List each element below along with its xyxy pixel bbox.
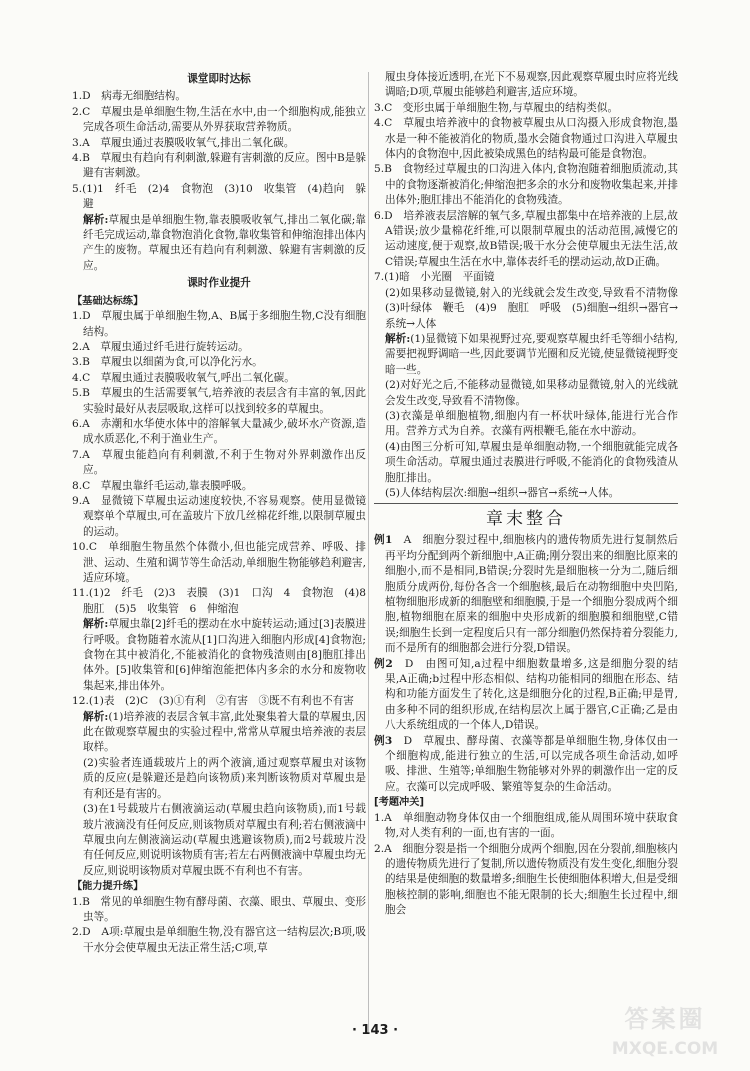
explanation-paragraph: 解析:草履虫是单细胞生物,靠表膜吸收氧气,排出二氧化碳;靠纤毛完成运动,靠食物泡消化食物,靠收集管和伸缩泡排出体内产生的废物。草履虫还有趋向有利刺激、躲避有害刺激的反应。 [83, 213, 366, 272]
answer-item: 4.B 草履虫有趋向有利刺激,躲避有害刺激的反应。图中B是躲避有害刺激。 [72, 152, 366, 180]
section-rule [374, 503, 678, 504]
answer-item: 2.C 草履虫是单细胞生物,生活在水中,由一个细胞构成,能独立完成各项生命活动,需要从外界获取营养物质。 [72, 105, 366, 134]
answer-continuation: 履虫身体接近透明,在光下不易观察,因此观察草履虫时应将光线调暗;D项,草履虫能够趋利避害,适应环境。 [385, 71, 678, 99]
answer-item: 5.(1)1 纤毛 (2)4 食物泡 (3)10 收集管 (4)趋向 躲避 [72, 182, 366, 211]
subsection-heading: 【基础达标练】 [72, 295, 144, 307]
answer-item: 10.C 单细胞生物虽然个体微小,但也能完成营养、呼吸、排泄、运动、生殖和调节等生命活动,单细胞生物能够趋利避害,适应环境。 [72, 541, 366, 584]
answer-item: 7.A 草履虫能趋向有利刺激,不利于生物对外界刺激作出反应。 [72, 448, 366, 477]
answer-continuation: (2)如果移动显微镜,射入的光线就会发生改变,导致看不清物像 (3)叶绿体 鞭毛 (4)9 胞肛 呼吸 (5)细胞→组织→器官→系统→人体 [385, 286, 689, 330]
answer-item: 1.D 草履虫属于单细胞生物,A、B属于多细胞生物,C没有细胞结构。 [72, 310, 366, 338]
right-column [374, 70, 689, 919]
answer-continuation: (3)在1号载玻片右侧液滴运动(草履虫趋向该物质),而1号载玻片液滴没有任何反应,则该物质对草履虫有利;若右侧液滴中草履虫向左侧液滴运动(草履虫逃避该物质),而2号载玻片没有任何反应,则说明该物质有害;若左右两侧液滴中草履虫均无反应,则说明该物质对草履虫既不有利也不有害。 [83, 803, 366, 877]
watermark-logo [608, 1005, 722, 1064]
answer-item: 1.D 病毒无细胞结构。 [72, 90, 186, 103]
answer-item: 4.C 草履虫培养液中的食物被草履虫从口沟摄入形成食物泡,墨水是一种不能被消化的物质,墨水会随食物通过口沟进入草履虫体内的食物泡中,因此被染成黑色的结构最可能是食物泡。 [374, 117, 678, 161]
example-item: 例1 A 细胞分裂过程中,细胞核内的遗传物质先进行复制然后再平均分配到两个新细胞中,A正确;刚分裂出来的细胞比原来的细胞小,而不是相同,B错误;分裂时先是细胞核一分为二,随后细胞质分成两份,每份各含一个细胞核,最后在动物细胞中央凹陷,植物细胞形成新的细胞壁和细胞膜,于是一个细胞分裂成两个细胞,植物细胞在原来的细胞中央形成新的细胞膜和细胞壁,C错误;细胞生长到一定程度后只有一部分细胞仍然保持着分裂能力,而不是所有的细胞都会进行分裂,D错误。 [374, 534, 678, 655]
answer-item: 7.(1)暗 小光圈 平面镜 [374, 271, 495, 284]
answer-continuation: (2)实验者连通载玻片上的两个液滴,通过观察草履虫对该物质的反应(是躲避还是趋向该物质)来判断该物质对草履虫是有利还是有害的。 [83, 756, 366, 800]
subsection-heading: 【能力提升练】 [72, 881, 144, 893]
answer-continuation: (2)对好光之后,不能移动显微镜,如果移动显微镜,射入的光线就会发生改变,导致看不清物像。 [385, 379, 678, 407]
answer-item: 5.B 草履虫的生活需要氧气,培养液的表层含有丰富的氧,因此实验时最好从表层吸取,这样可以找到较多的草履虫。 [72, 387, 366, 415]
subsection-heading: [考题冲关] [374, 797, 425, 809]
explanation-paragraph: 解析:(1)显微镜下如果视野过亮,要观察草履虫纤毛等细小结构,需要把视野调暗一些,因此要调节光圈和反光镜,使显微镜视野变暗一些。 [385, 332, 678, 376]
answer-item: 8.C 草履虫靠纤毛运动,靠表膜呼吸。 [72, 479, 253, 492]
example-item: 例2 D 由图可知,a过程中细胞数量增多,这是细胞分裂的结果,A正确;b过程中形态相似、结构功能相同的细胞在形态、结构和功能方面发生了转化,这是细胞分化的过程,B正确;甲是胃,由多种不同的组织形成,在结构层次上属于器官,C正确;乙是由八大系统组成的一个体人,D错误。 [374, 657, 679, 732]
section-title: 课堂即时达标 [187, 73, 251, 85]
answer-item: 3.B 草履虫以细菌为食,可以净化污水。 [72, 356, 263, 369]
answer-item: 5.B 食物经过草履虫的口沟进入体内,食物泡随着细胞质流动,其中的食物逐渐被消化;伸缩泡把多余的水分和废物收集起来,并排出体外;胞肛排出不能消化的食物残渣。 [374, 163, 678, 207]
page-number: · 143 · [351, 1023, 399, 1038]
answer-item: 2.D A项:草履虫是单细胞生物,没有器官这一结构层次;B项,吸干水分会使草履虫无法正常生活;C项,草 [72, 926, 366, 954]
answer-item: 11.(1)2 纤毛 (2)3 表膜 (3)1 口沟 4 食物泡 (4)8 胞肛 (5)5 收集管 6 伸缩泡 [72, 587, 377, 615]
answer-continuation: (4)由图三分析可知,草履虫是单细胞动物,一个细胞就能完成各项生命活动。草履虫通过表膜进行呼吸,不能消化的食物残渣从胞肛排出。 [385, 440, 678, 484]
answer-continuation: (5)人体结构层次:细胞→组织→器官→系统→人体。 [385, 486, 620, 499]
column-divider [368, 72, 369, 1032]
explanation-paragraph: 解析:草履虫靠[2]纤毛的摆动在水中旋转运动;通过[3]表膜进行呼吸。食物随着水流从[1]口沟进入细胞内形成[4]食物泡;食物在其中被消化,不能被消化的食物残渣则由[8]胞肛排出体外。[5]收集管和[6]伸缩泡能把体内多余的水分和废物收集起来,排出体外。 [83, 618, 366, 692]
chapter-heading: 章末整合 [486, 509, 566, 530]
answer-item: 1.B 常见的单细胞生物有酵母菌、衣藻、眼虫、草履虫、变形虫等。 [72, 895, 366, 923]
section-title: 课时作业提升 [187, 277, 251, 290]
answer-item: 3.C 变形虫属于单细胞生物,与草履虫的结构类似。 [374, 101, 619, 114]
answer-item: 3.A 草履虫通过表膜吸收氧气,排出二氧化碳。 [72, 136, 295, 149]
answer-item: 2.A 草履虫通过纤毛进行旋转运动。 [72, 340, 249, 353]
watermark-url: MXQE.COM [611, 1039, 719, 1059]
answer-item: 12.(1)表 (2)C (3)①有利 ②有害 ③既不有利也不有害 [72, 695, 354, 708]
answer-item: 1.A 单细胞动物身体仅由一个细胞组成,能从周围环境中获取食物,对人类有利的一面,也有害的一面。 [374, 811, 678, 840]
answer-item: 9.A 显微镜下草履虫运动速度较快,不容易观察。使用显微镜观察单个草履虫,可在盖玻片下放几丝棉花纤维,以限制草履虫的运动。 [72, 494, 366, 538]
answer-item: 6.A 赤潮和水华使水体中的溶解氧大量减少,破坏水产资源,造成水质恶化,不利于渔业生产。 [72, 417, 366, 446]
answer-item: 4.C 草履虫通过表膜吸收氧气,呼出二氧化碳。 [72, 371, 295, 384]
answer-item: 6.D 培养液表层溶解的氧气多,草履虫都集中在培养液的上层,故A错误;放少量棉花纤维,可以限制草履虫的活动范围,减慢它的运动速度,便于观察,故B错误;吸干水分会使草履虫无法生活,故C错误;草履虫生活在水中,靠体表纤毛的摆动运动,故D正确。 [374, 209, 678, 268]
left-column [72, 70, 377, 956]
answer-item: 2.A 细胞分裂是指一个细胞分成两个细胞,因在分裂前,细胞核内的遗传物质先进行了复制,所以遗传物质没有发生变化,细胞分裂的结果是使细胞的数量增多;细胞生长使细胞体积增大,但是受细胞核控制的影响,细胞也不能无限制的长大;细胞生长过程中,细胞会 [374, 842, 678, 917]
example-item: 例3 D 草履虫、酵母菌、衣藻等都是单细胞生物,身体仅由一个细胞构成,能进行独立的生活,可以完成各项生命活动,如呼吸、排泄、生殖等;单细胞生物能够对外界的刺激作出一定的反应。衣藻可以完成呼吸、繁殖等复杂的生命活动。 [374, 734, 679, 793]
answer-continuation: (3)衣藻是单细胞植物,细胞内有一杯状叶绿体,能进行光合作用。营养方式为自养。衣藻有两根鞭毛,能在水中游动。 [385, 409, 678, 438]
explanation-paragraph: 解析:(1)培养液的表层含氧丰富,此处聚集着大量的草履虫,因此在做观察草履虫的实验过程中,常常从草履虫培养液的表层取样。 [83, 710, 366, 754]
watermark-text: 答案圈 [624, 1005, 706, 1033]
